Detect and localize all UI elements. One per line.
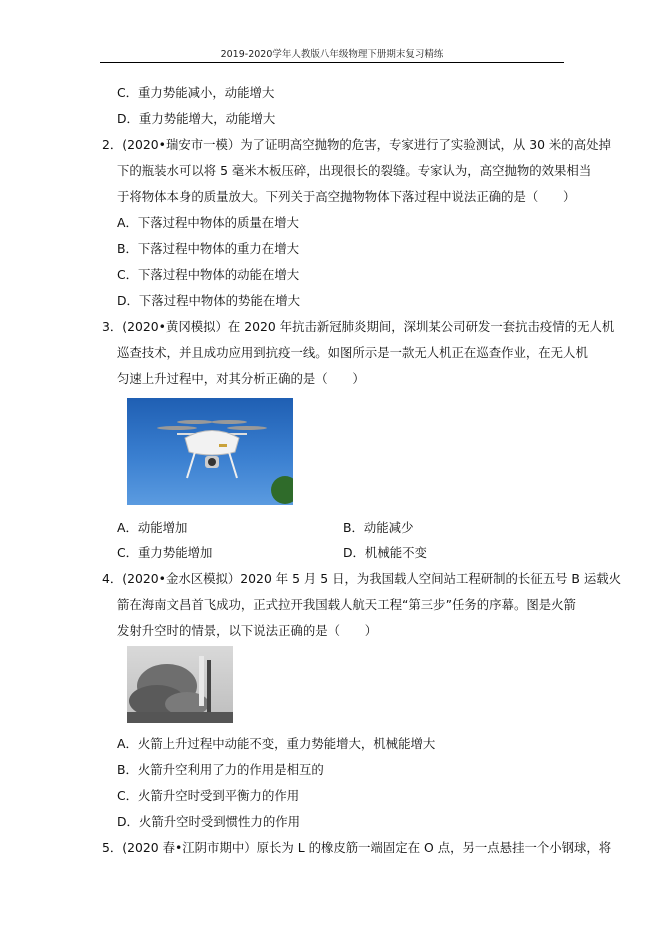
q3-option-a: A．动能增加 — [117, 520, 188, 535]
q5-stem-line: 5．(2020 春•江阴市期中）原长为 L 的橡皮筋一端固定在 O 点，另一点悬挂一个小钢球，将 — [102, 840, 612, 855]
q4-option-d: D．火箭升空时受到惯性力的作用 — [117, 814, 301, 829]
drone-photo — [127, 398, 293, 505]
q2-stem-line: 2．(2020•瑞安市一模）为了证明高空抛物的危害，专家进行了实验测试，从 30 米的高处掉 — [102, 137, 611, 152]
q2-option-b: B．下落过程中物体的重力在增大 — [117, 241, 299, 256]
q4-option-b: B．火箭升空利用了力的作用是相互的 — [117, 762, 324, 777]
q3-stem-line: 巡查技术，并且成功应用到抗疫一线。如图所示是一款无人机正在巡查作业，在无人机 — [117, 345, 588, 360]
q4-stem-line: 发射升空时的情景，以下说法正确的是（ ） — [117, 623, 378, 638]
q2-stem-line: 于将物体本身的质量放大。下列关于高空抛物物体下落过程中说法正确的是（ ） — [117, 189, 576, 204]
q3-option-b: B．动能减少 — [343, 520, 414, 535]
q4-option-c: C．火箭升空时受到平衡力的作用 — [117, 788, 300, 803]
q2-stem-line: 下的瓶装水可以将 5 毫米木板压碎，出现很长的裂缝。专家认为，高空抛物的效果相当 — [117, 163, 592, 178]
q1-option-d: D．重力势能增大，动能增大 — [117, 111, 276, 126]
q3-option-d: D．机械能不变 — [343, 545, 427, 560]
q4-stem-line: 箭在海南文昌首飞成功，正式拉开我国载人航天工程“第三步”任务的序幕。图是火箭 — [117, 597, 576, 612]
header-rule — [100, 62, 564, 63]
q3-option-c: C．重力势能增加 — [117, 545, 213, 560]
q2-option-c: C．下落过程中物体的动能在增大 — [117, 267, 300, 282]
q2-option-d: D．下落过程中物体的势能在增大 — [117, 293, 301, 308]
q2-option-a: A．下落过程中物体的质量在增大 — [117, 215, 299, 230]
page-header: 2019-2020学年人教版八年级物理下册期末复习精练 — [220, 49, 444, 60]
q1-option-c: C．重力势能减小，动能增大 — [117, 85, 275, 100]
q3-stem-line: 匀速上升过程中，对其分析正确的是（ ） — [117, 371, 365, 386]
q4-option-a: A．火箭上升过程中动能不变，重力势能增大，机械能增大 — [117, 736, 436, 751]
rocket-launch-photo — [127, 646, 233, 723]
q3-stem-line: 3．(2020•黄冈模拟）在 2020 年抗击新冠肺炎期间，深圳某公司研发一套抗击疫情的无人机 — [102, 319, 615, 334]
q4-stem-line: 4．(2020•金水区模拟）2020 年 5 月 5 日，为我国载人空间站工程研制的长征五号 B 运载火 — [102, 571, 622, 586]
